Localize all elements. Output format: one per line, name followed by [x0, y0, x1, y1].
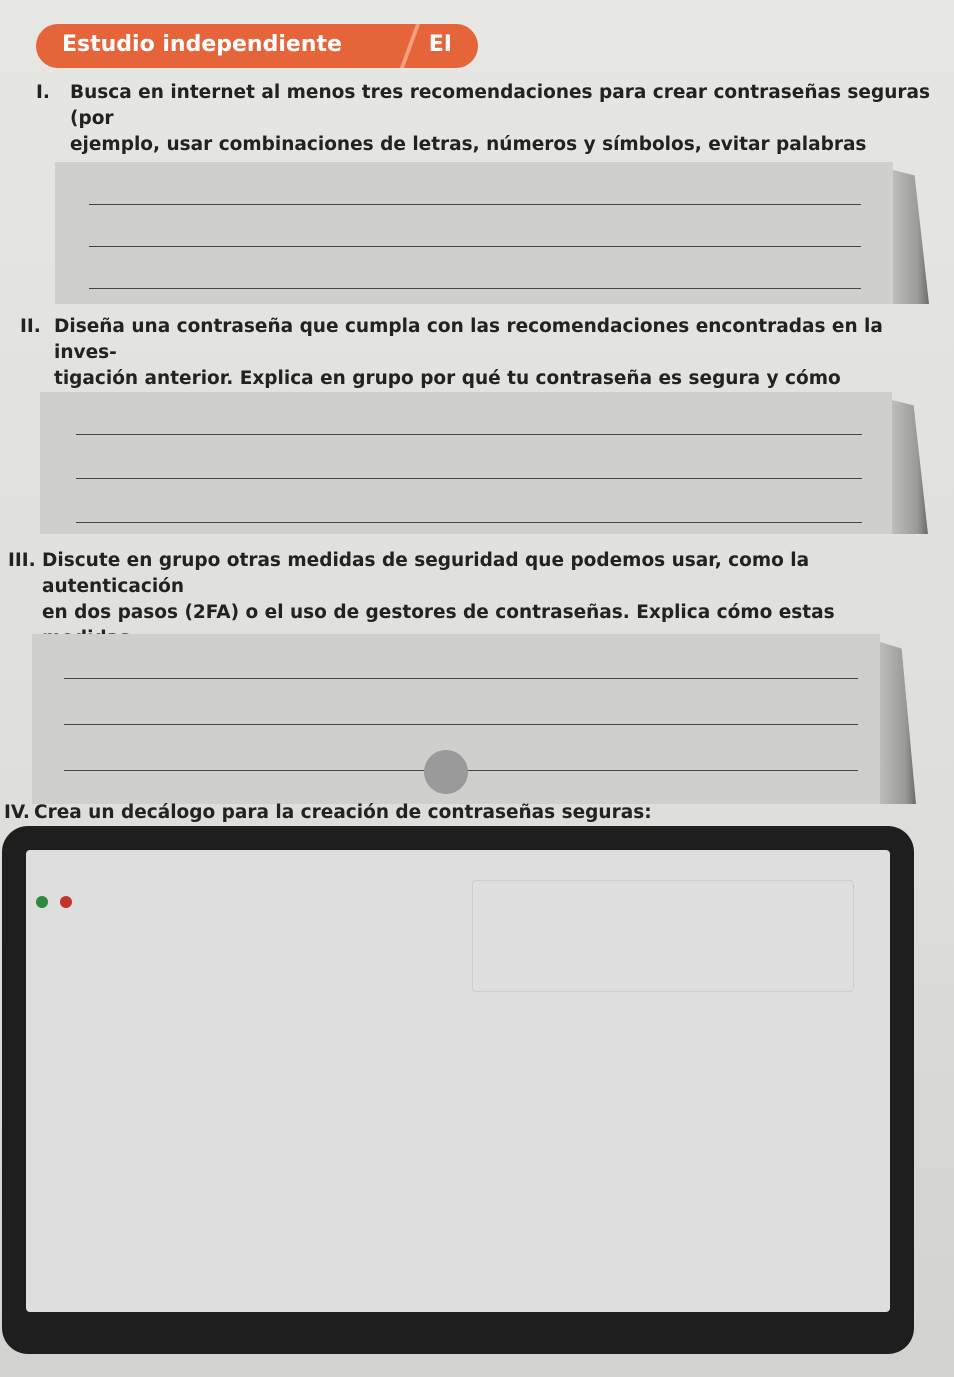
answer-line — [76, 478, 862, 479]
question-number: II. — [20, 316, 41, 337]
faded-panel — [472, 880, 854, 992]
answer-line — [89, 246, 861, 247]
home-button[interactable] — [424, 750, 468, 794]
answer-box-2[interactable] — [40, 392, 892, 534]
answer-line — [64, 678, 858, 679]
answer-line — [64, 724, 858, 725]
answer-box-1[interactable] — [55, 162, 893, 304]
question-text-line: Busca en internet al menos tres recomendaciones para crear contraseñas seguras (por — [70, 82, 931, 129]
answer-line — [89, 204, 861, 205]
status-dot-red — [60, 896, 72, 908]
question-number: I. — [36, 82, 50, 103]
question-text-line: Diseña una contraseña que cumpla con las recomendaciones encontradas en la inves- — [54, 316, 883, 363]
tablet-screen[interactable] — [26, 850, 890, 1312]
answer-line — [76, 434, 862, 435]
section-code: EI — [428, 32, 452, 57]
question-4 — [4, 800, 914, 826]
question-text-line: Crea un decálogo para la creación de contraseñas seguras: — [34, 802, 652, 823]
question-text-line: ejemplo, usar combinaciones de letras, números y símbolos, evitar palabras — [70, 134, 867, 155]
status-dot-green — [36, 896, 48, 908]
question-text-line: Discute en grupo otras medidas de seguridad que podemos usar, como la autenticación — [42, 550, 810, 597]
answer-line — [76, 522, 862, 523]
question-text-line: en dos pasos (2FA) o el uso de gestores de contraseñas. Explica cómo estas — [42, 602, 835, 623]
section-title: Estudio independiente — [62, 32, 342, 57]
question-text-line: tigación anterior. Explica en grupo por qué tu contraseña es segura y cómo — [54, 368, 841, 389]
answer-line — [89, 288, 861, 289]
question-number: III. — [8, 550, 36, 571]
question-number: IV. — [4, 802, 30, 823]
tablet-frame — [2, 826, 914, 1354]
section-badge — [36, 24, 478, 68]
